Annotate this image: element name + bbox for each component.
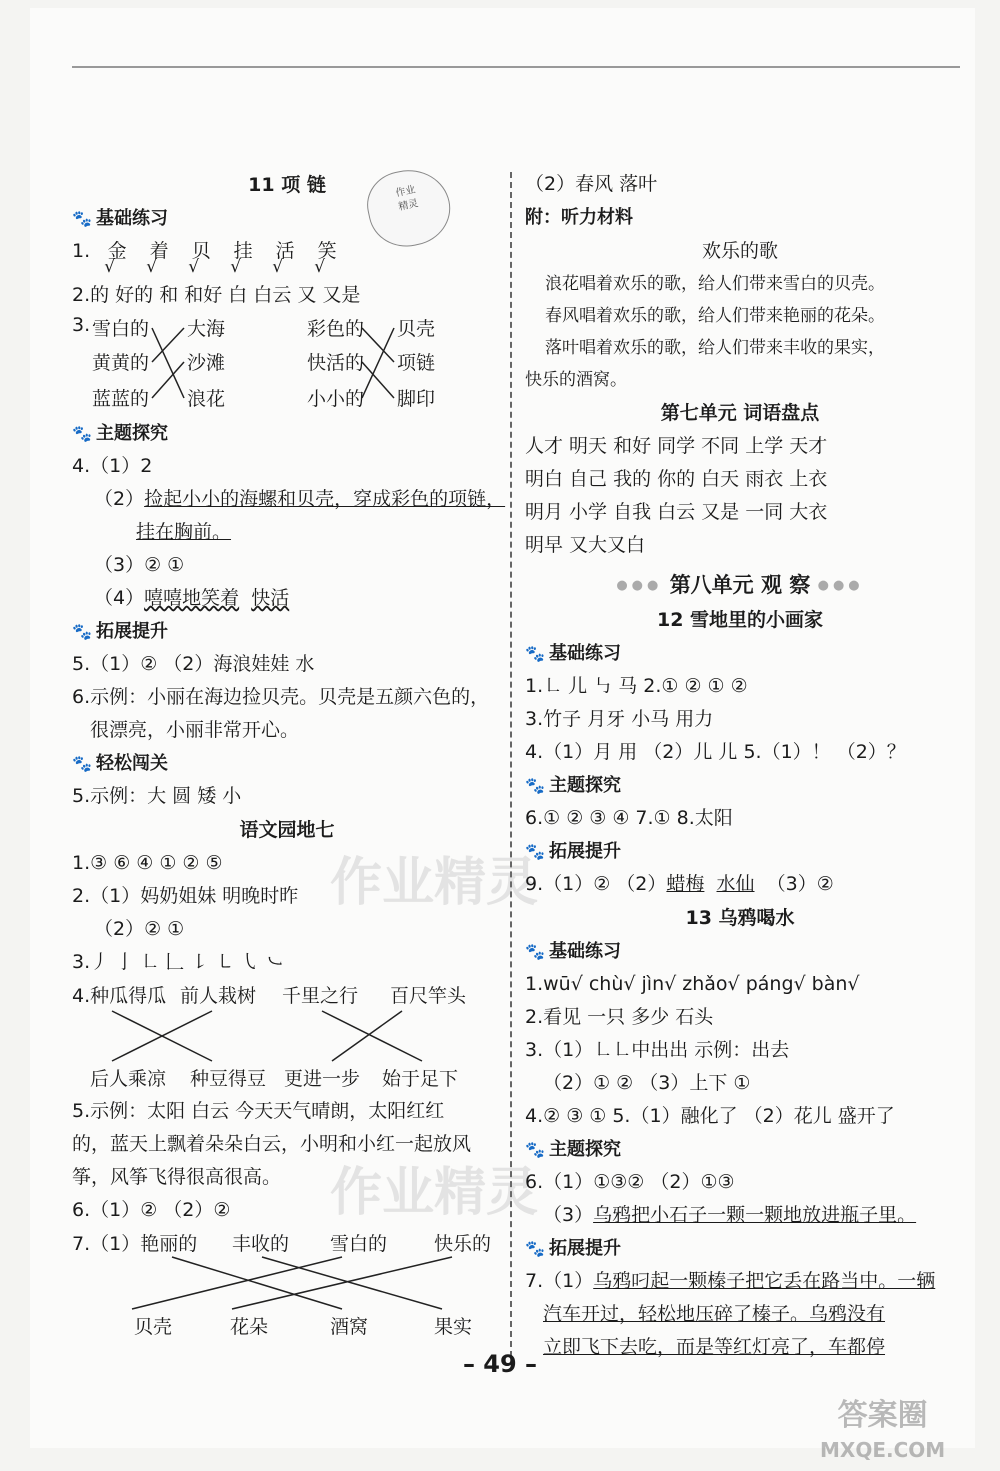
char: 着 (149, 240, 169, 262)
word-line: 人才 明天 和好 同学 不同 上学 天才 (525, 435, 828, 457)
section-heading: 🐾 拓展提升 (72, 615, 502, 648)
dots-decoration: ●●● (616, 578, 663, 593)
char-with-check (222, 235, 264, 277)
match-item: 酒窝 (330, 1316, 369, 1338)
poem-line: 浪花唱着欢乐的歌，给人们带来雪白的贝壳。 (545, 274, 885, 294)
q2-row: 2.的 好的 和 和好 白 白云 又 又是 (72, 284, 361, 306)
answer-line: 6.① ② ③ ④ 7.① 8.太阳 (525, 807, 733, 829)
answer-line: 6.（1）② （2）② (72, 1199, 231, 1221)
match-item: 丰收的 (232, 1233, 290, 1255)
left-column (72, 168, 506, 1338)
answer-line: 6.示例：小丽在海边捡贝壳。贝壳是五颜六色的， (72, 686, 490, 708)
q3-label: 3. (72, 314, 91, 336)
section-heading: 🐾 基础练习 (525, 935, 955, 968)
char-with-check (306, 235, 348, 277)
answer-line: 3.丿 亅 ㇗ 𠃊 ㇙ ㇄ ㇂ ㇃ (72, 951, 285, 973)
match-item: 贝壳 (134, 1316, 173, 1338)
lesson-title: 12 雪地里的小画家 (656, 609, 824, 631)
top-rule (72, 66, 960, 68)
word-line: 明白 自己 我的 你的 白天 雨衣 上衣 (525, 468, 828, 490)
char-with-check (264, 235, 306, 277)
section-title: 语文园地七 (239, 819, 335, 841)
g4-matching (72, 979, 502, 1089)
unit-title: 第七单元 词语盘点 (660, 402, 820, 424)
word-line: 明月 小学 自我 白云 又是 一同 大衣 (525, 501, 828, 523)
answer-line: （3）② ① (94, 554, 185, 576)
char: 挂 (233, 240, 253, 262)
answer-line: 9.（1）② （2）蜡梅 水仙 （3）② (525, 873, 834, 895)
q1-row: 1. 金 √ 着 √ 贝 √ 挂 √ 活 √ 笑 √ (72, 235, 502, 279)
answer-line: 挂在胸前。 (136, 521, 232, 543)
paw-icon: 🐾 (72, 209, 92, 228)
paw-icon: 🐾 (525, 1239, 545, 1258)
lesson-title: 11 项 链 (248, 174, 326, 196)
match-item: 种豆得豆 (190, 1068, 267, 1090)
answer-line: 1.③ ⑥ ④ ① ② ⑤ (72, 852, 223, 874)
answer-line: 5.示例：太阳 白云 今天天气晴朗，太阳红红 (72, 1100, 445, 1122)
answer-line: 的，蓝天上飘着朵朵白云，小明和小红一起放风 (72, 1133, 472, 1155)
char: 活 (275, 240, 295, 262)
section-heading: 🐾 基础练习 (525, 637, 955, 670)
match-item: 浪花 (187, 388, 226, 410)
match-item: 花朵 (230, 1316, 269, 1338)
match-item: 大海 (187, 318, 226, 340)
char-with-check (96, 235, 138, 277)
match-item: 黄黄的 (92, 352, 150, 374)
watermark-logo: 答案圈 MXQE.COM (820, 1398, 946, 1462)
answer-line: 2.（1）妈奶姐妹 明晚时昨 (72, 885, 299, 907)
answer-line: 5.（1）② （2）海浪娃娃 水 (72, 653, 315, 675)
check-mark: √ (272, 257, 284, 277)
answer-line: 4.（1）月 用 （2）儿 儿 5.（1）！ （2）？ (525, 741, 906, 763)
answer-line: 7.（1）乌鸦叼起一颗榛子把它丢在路当中。一辆 (525, 1270, 936, 1292)
char: 贝 (191, 240, 211, 262)
word-line: 明早 又大又白 (525, 534, 646, 556)
match-item: 彩色的 (307, 318, 365, 340)
answer-line: （2）春风 落叶 (525, 173, 658, 195)
section-heading: 🐾 主题探究 (525, 1133, 955, 1166)
match-item: 前人栽树 (180, 985, 257, 1007)
check-mark: √ (104, 257, 116, 277)
char-with-check (180, 235, 222, 277)
match-item: 项链 (397, 352, 436, 374)
match-item: 千里之行 (282, 985, 359, 1007)
appendix-label: 附：听力材料 (525, 207, 633, 228)
match-item: 后人乘凉 (90, 1068, 167, 1090)
answer-line: （2）② ① (94, 918, 185, 940)
paw-icon: 🐾 (525, 842, 545, 861)
check-mark: √ (188, 257, 200, 277)
match-item: 雪白的 (92, 318, 150, 340)
char: 金 (107, 240, 127, 262)
answer-line: 2.看见 一只 多少 石头 (525, 1006, 714, 1028)
unit-heading: ●●● 第八单元 观 察 ●●● (525, 568, 955, 603)
paw-icon: 🐾 (525, 776, 545, 795)
answer-line: 汽车开过，轻松地压碎了榛子。乌鸦没有 (543, 1303, 886, 1325)
section-heading: 🐾 轻松闯关 (72, 747, 502, 780)
answer-line: 6.（1）①③② （2）①③ (525, 1171, 735, 1193)
paw-icon: 🐾 (525, 644, 545, 663)
answer-line: （3）乌鸦把小石子一颗一颗地放进瓶子里。 (543, 1204, 917, 1226)
match-item: 更进一步 (284, 1068, 361, 1090)
answer-line: 1.㇗ 儿 ㇉ 马 2.① ② ① ② (525, 675, 748, 697)
match-item: 4.种瓜得瓜 (72, 985, 167, 1007)
poem-title: 欢乐的歌 (701, 240, 778, 262)
answer-line: 5.示例：大 圆 矮 小 (72, 785, 242, 807)
answer-line: 4.（1）2 (72, 455, 153, 477)
poem-line: 快乐的酒窝。 (525, 370, 627, 390)
section-heading: 🐾 拓展提升 (525, 835, 955, 868)
poem-line: 落叶唱着欢乐的歌，给人们带来丰收的果实， (545, 338, 885, 358)
section-heading: 🐾 主题探究 (525, 769, 955, 802)
section-heading: 🐾 主题探究 (72, 417, 502, 450)
dots-decoration: ●●● (817, 578, 864, 593)
section-heading: 🐾 拓展提升 (525, 1232, 955, 1265)
match-item: 雪白的 (330, 1233, 388, 1255)
poem-line: 春风唱着欢乐的歌，给人们带来艳丽的花朵。 (545, 306, 885, 326)
page-number: – 49 – (462, 1350, 538, 1378)
paw-icon: 🐾 (525, 942, 545, 961)
match-item: 蓝蓝的 (92, 388, 150, 410)
match-item: 贝壳 (397, 318, 436, 340)
g7-matching (72, 1227, 502, 1337)
answer-line: 立即飞下去吃，而是等红灯亮了，车都停 (543, 1336, 886, 1358)
answer-line: 3.（1）㇗㇗中出出 示例：出去 (525, 1039, 790, 1061)
paw-icon: 🐾 (72, 424, 92, 443)
watermark: 作业精灵 (330, 1163, 539, 1223)
answer-line: （2）捡起小小的海螺和贝壳，穿成彩色的项链， (94, 488, 506, 510)
match-item: 始于足下 (382, 1068, 459, 1090)
watermark: 作业精灵 (330, 853, 539, 913)
char-with-check (138, 235, 180, 277)
q3-matching (72, 312, 502, 417)
match-item: 沙滩 (187, 352, 226, 374)
answer-line: 3.竹子 月牙 小马 用力 (525, 708, 714, 730)
section-heading: 🐾 基础练习 (72, 202, 502, 235)
answer-line: （2）① ② （3）上下 ① (543, 1072, 751, 1094)
match-item: 百尺竿头 (390, 985, 467, 1007)
check-mark: √ (146, 257, 158, 277)
match-item: 果实 (434, 1316, 473, 1338)
stamp-logo: 作业 精灵 (361, 162, 457, 253)
answer-line: 筝，风筝飞得很高很高。 (72, 1166, 282, 1188)
lesson-title: 13 乌鸦喝水 (685, 907, 795, 929)
match-item: 7.（1）艳丽的 (72, 1233, 198, 1255)
answer-line: （4）嘻嘻地笑着 快活 (94, 587, 290, 609)
check-mark: √ (230, 257, 242, 277)
right-column (525, 168, 955, 1364)
paw-icon: 🐾 (72, 754, 92, 773)
answer-line: 4.② ③ ① 5.（1）融化了 （2）花儿 盛开了 (525, 1105, 895, 1127)
match-item: 脚印 (397, 388, 436, 410)
match-item: 快活的 (307, 352, 365, 374)
char: 笑 (317, 240, 337, 262)
paw-icon: 🐾 (525, 1140, 545, 1159)
match-item: 快乐的 (434, 1233, 492, 1255)
paw-icon: 🐾 (72, 622, 92, 641)
answer-line: 1.wū√ chù√ jìn√ zhǎo√ páng√ bàn√ (525, 973, 860, 995)
answer-line: 很漂亮，小丽非常开心。 (90, 719, 300, 741)
check-mark: √ (314, 257, 326, 277)
match-item: 小小的 (307, 388, 365, 410)
